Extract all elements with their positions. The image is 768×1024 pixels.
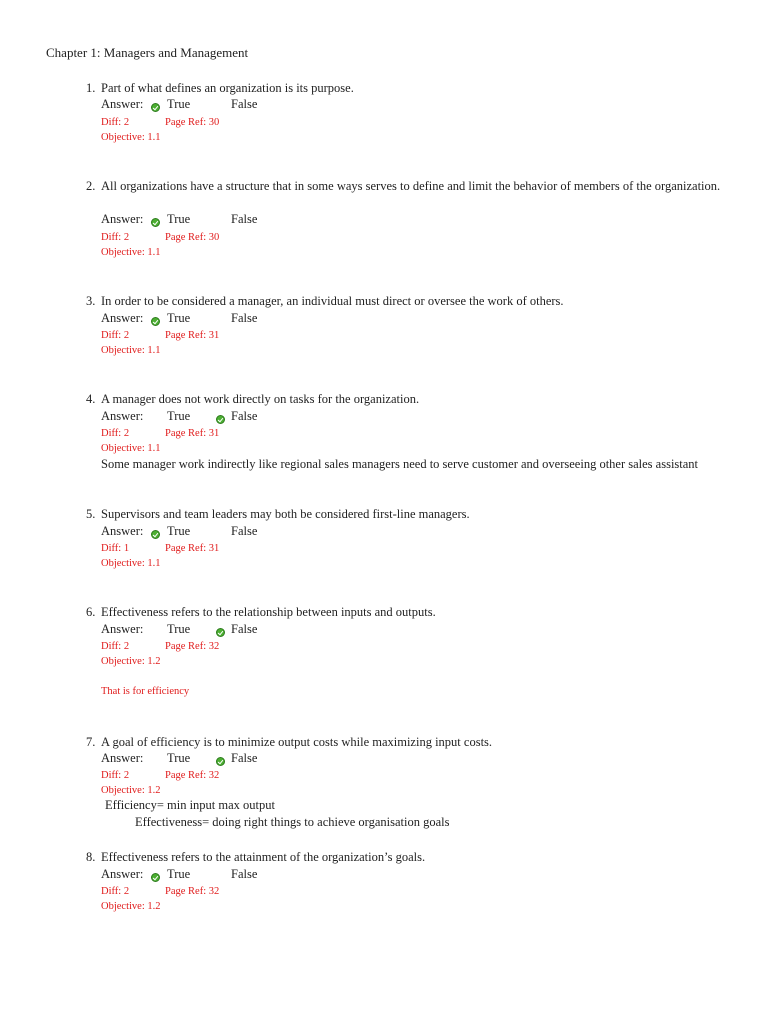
option-false: False (231, 311, 258, 325)
option-true: True (167, 751, 191, 765)
question-text: A goal of efficiency is to minimize output costs while maximizing input costs. (101, 735, 493, 749)
question-number: 5. (86, 507, 96, 521)
question-number: 4. (86, 392, 96, 406)
check-icon (151, 218, 160, 227)
question-number: 1. (86, 81, 96, 95)
meta-row (101, 229, 401, 244)
answer-row (101, 211, 401, 228)
objective: Objective: 1.1 (101, 247, 161, 258)
option-false: False (231, 622, 258, 636)
page-ref: Page Ref: 31 (165, 330, 220, 341)
option-false: False (231, 97, 258, 111)
question-text: Part of what defines an organization is its purpose. (101, 81, 354, 95)
answer-label: Answer: (101, 524, 144, 538)
meta-row (101, 540, 401, 555)
meta-row (101, 638, 401, 653)
meta-row (101, 114, 401, 129)
objective: Objective: 1.1 (101, 443, 161, 454)
option-true: True (167, 212, 191, 226)
answer-row (101, 310, 401, 327)
option-true: True (167, 311, 191, 325)
meta-row (101, 327, 401, 342)
page-ref: Page Ref: 31 (165, 428, 220, 439)
question-text: Effectiveness refers to the attainment of the organization’s goals. (101, 850, 426, 864)
option-true: True (167, 524, 191, 538)
page-ref: Page Ref: 31 (165, 543, 220, 554)
option-true: True (167, 97, 191, 111)
answer-row (101, 96, 401, 113)
answer-label: Answer: (101, 751, 144, 765)
meta-row (101, 767, 401, 782)
difficulty: Diff: 2 (101, 117, 130, 128)
objective: Objective: 1.1 (101, 345, 161, 356)
option-true: True (167, 622, 191, 636)
difficulty: Diff: 2 (101, 886, 130, 897)
effectiveness-note: Effectiveness= doing right things to achieve organisation goals (135, 815, 450, 829)
difficulty: Diff: 1 (101, 543, 130, 554)
answer-label: Answer: (101, 212, 144, 226)
page-ref: Page Ref: 32 (165, 886, 220, 897)
objective: Objective: 1.1 (101, 558, 161, 569)
question-number: 6. (86, 605, 96, 619)
question-number: 3. (86, 294, 96, 308)
option-false: False (231, 751, 258, 765)
answer-row (101, 750, 401, 767)
answer-row (101, 866, 401, 883)
option-false: False (231, 409, 258, 423)
question-text: Supervisors and team leaders may both be considered first-line managers. (101, 507, 470, 521)
meta-row (101, 883, 401, 898)
question-text: In order to be considered a manager, an individual must direct or oversee the work of others. (101, 294, 564, 308)
page-ref: Page Ref: 32 (165, 641, 220, 652)
check-icon (151, 530, 160, 539)
answer-row (101, 523, 401, 540)
answer-note: Some manager work indirectly like regional sales managers need to serve customer and overseeing other sales assistant (101, 457, 699, 471)
option-true: True (167, 867, 191, 881)
difficulty: Diff: 2 (101, 770, 130, 781)
question-number: 8. (86, 850, 96, 864)
option-true: True (167, 409, 191, 423)
check-icon (151, 873, 160, 882)
answer-row (101, 621, 401, 638)
answer-label: Answer: (101, 867, 144, 881)
efficiency-note: Efficiency= min input max output (105, 798, 275, 812)
page-ref: Page Ref: 32 (165, 770, 220, 781)
question-text: All organizations have a structure that in some ways serves to define and limit the behavior of members of the organization. (101, 179, 721, 193)
question-text: Effectiveness refers to the relationship between inputs and outputs. (101, 605, 436, 619)
option-false: False (231, 524, 258, 538)
answer-label: Answer: (101, 311, 144, 325)
answer-row (101, 408, 401, 425)
difficulty: Diff: 2 (101, 641, 130, 652)
page-ref: Page Ref: 30 (165, 117, 220, 128)
objective: Objective: 1.2 (101, 656, 161, 667)
chapter-title: Chapter 1: Managers and Management (46, 45, 249, 60)
check-icon (151, 317, 160, 326)
objective: Objective: 1.2 (101, 901, 161, 912)
objective: Objective: 1.1 (101, 132, 161, 143)
answer-label: Answer: (101, 97, 144, 111)
difficulty: Diff: 2 (101, 330, 130, 341)
answer-label: Answer: (101, 409, 144, 423)
check-icon (216, 415, 225, 424)
check-icon (216, 757, 225, 766)
option-false: False (231, 212, 258, 226)
answer-note: That is for efficiency (101, 686, 190, 697)
page-ref: Page Ref: 30 (165, 232, 220, 243)
question-number: 7. (86, 735, 96, 749)
check-icon (151, 103, 160, 112)
option-false: False (231, 867, 258, 881)
check-icon (216, 628, 225, 637)
difficulty: Diff: 2 (101, 232, 130, 243)
question-text: A manager does not work directly on tasks for the organization. (101, 392, 420, 406)
meta-row (101, 425, 401, 440)
objective: Objective: 1.2 (101, 785, 161, 796)
answer-label: Answer: (101, 622, 144, 636)
difficulty: Diff: 2 (101, 428, 130, 439)
question-number: 2. (86, 179, 96, 193)
